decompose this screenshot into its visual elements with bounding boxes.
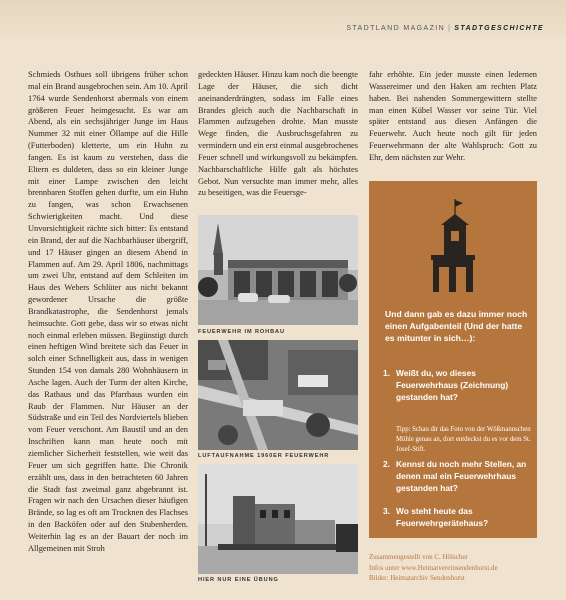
quiz-box: [369, 181, 537, 538]
page-header: [346, 25, 544, 32]
photo-fire-station-construction: [198, 215, 358, 325]
header-separator: |: [448, 25, 452, 32]
question-number: 2.: [383, 459, 390, 469]
article-column-3: [369, 69, 537, 164]
quiz-question-2: [383, 458, 533, 494]
top-band: [0, 0, 566, 38]
credits: [369, 552, 539, 584]
question-text: Kennst du noch mehr Stellen, an denen mal ein Feuerwehrhaus gestanden hat?: [396, 459, 527, 493]
credit-compiled: Zusammengestellt von C. Hölscher: [369, 553, 468, 561]
photo-caption-1: FEUERWEHR IM ROHBAU: [198, 329, 285, 335]
column-3-text: fahr erhöhte. Ein jeder musste einen ledernen Wassereimer und den Haken am rechten Platz haben. Bei nahenden Sommergewittern stellte man einen Kübel Wasser vor seine Tür. Viel später entstand aus diesen Anfängen die Feuerwehr. Auch heute noch gilt für jeden Feuerwehrmann der alte Wahlspruch: Gott zu Ehr, dem nächsten zur Wehr.: [369, 70, 537, 162]
credit-info-link[interactable]: Infos unter www.Heimatvereinsendenhorst.de: [369, 563, 498, 572]
photo-caption-3: HIER NUR EINE ÜBUNG: [198, 577, 279, 583]
quiz-question-3: [383, 505, 533, 529]
question-text: Weißt du, wo dieses Feuerwehrhaus (Zeichnung) gestanden hat?: [396, 368, 509, 402]
photo-caption-2: LUFTAUFNAHME 1960ER FEUERWEHR: [198, 453, 330, 459]
magazine-name: STADTLAND MAGAZIN: [346, 25, 446, 32]
quiz-lead: Und dann gab es dazu immer noch einen Aufgabenteil (Und der hatte es mitunter in sich…):: [385, 309, 528, 344]
question-text: Wo steht heute das Feuerwehrgerätehaus?: [396, 506, 489, 528]
section-name: STADTGESCHICHTE: [454, 25, 544, 32]
column-1-text: Schmieds Osthues soll übrigens früher schon mal ein Brand ausgebrochen sein. Am 10. April 1764 wurde Sendenhorst abermals von einem größeren Feuer heimgesucht. Es war am Abend, als ein sechsjähriger Junge im Haus Nummer 32 mit einer Öllampe auf die Hille (Futterboden) kletterte, um ein Huhn zu fangen. Es ist kaum zu verstehen, dass die Eltern es duldeten, dass so ein kleiner Junge mit einer Lampe zwischen den leicht brennbaren Stoffen gehen durfte, um ein Huhn zu fangen, was schon Erwachsenen Schwierigkeiten macht. Und diese Unvorsichtigkeit rächte sich bitter: Es entstand ein Brand, der auf die Nachbarhäuser übergriff, und 17 Häuser gingen an diesem Abend in Flammen auf. Am 29. April 1806, nachmittags um zwei Uhr, entstand auf dem Schleiten im Haus des Webers Schlüter aus nicht bekannt gewordener Ursache die größte Brandkatastrophe, die Sendenhorst jemals heimsuchte. Gott gebe, dass wir so etwas nicht noch einmal erleben müssen. Begünstigt durch einen heftigen Wind breitete sich das Feuer in solch einer Schnelligkeit aus, dass in wenigen Stunden 154 von damals 280 Wohnhäusern in Asche lagen. Auch der Turm der alten Kirche, das Rathaus und das Pfarrhaus wurden ein Raub der Flammen. Nur Häuser an der Südstraße und ein Teil des Nordviertels blieben vom Feuer verschont. Am Baustil und an den Inschriften kann man heute noch mit ziemlicher Sicherheit feststellen, wie weit das Feuer um sich gegriffen hatte. Die Chronik erzählt uns, dass in den betrachteten 60 Jahren die Stadt fast zweimal ganz abgebrannt ist. Fragen wir nach den Ursachen dieser häufigen Brände, so lag es oft am Trocknen des Flachses in den Backöfen oder auf den Stubenherden. Weiterhin lag es an der Bauart der noch im Allgemeinen mit Stroh: [28, 70, 188, 553]
photo-aerial-view: [198, 340, 358, 450]
question-number: 3.: [383, 506, 390, 516]
article-column-2: [198, 69, 358, 199]
question-number: 1.: [383, 368, 390, 378]
fire-tower-drawing-icon: [425, 199, 481, 295]
photo-fire-drill: [198, 464, 358, 574]
quiz-question-1: [383, 367, 533, 403]
credit-images: Bilder: Heimatarchiv Sendenhorst: [369, 574, 465, 583]
quiz-tip: Tipp: Schau dir das Foto von der Wößmannschen Mühle genau an, dort entdeckst du es vor dem St. Josef-Stift.: [396, 426, 531, 453]
column-2-text: gedeckten Häuser. Hinzu kam noch die beengte Lage der Häuser, die sich dicht aneinanderdrängten, sodass im Falle eines Brandes gleich auch die Nachbarschaft in Flammen aufzugehen drohte. Man musste Wege finden, die Ausbruchsgefahren zu vermindern und ein erst einmal ausgebrochenes Feuer schnell und wirkungsvoll zu bekämpfen. Nachbarschaftliche Hilfe galt als höchstes Gebot. Nun versuchte man immer mehr, alles zu beseitigen, was die Feuersge-: [198, 70, 358, 198]
article-column-1: [28, 69, 188, 555]
